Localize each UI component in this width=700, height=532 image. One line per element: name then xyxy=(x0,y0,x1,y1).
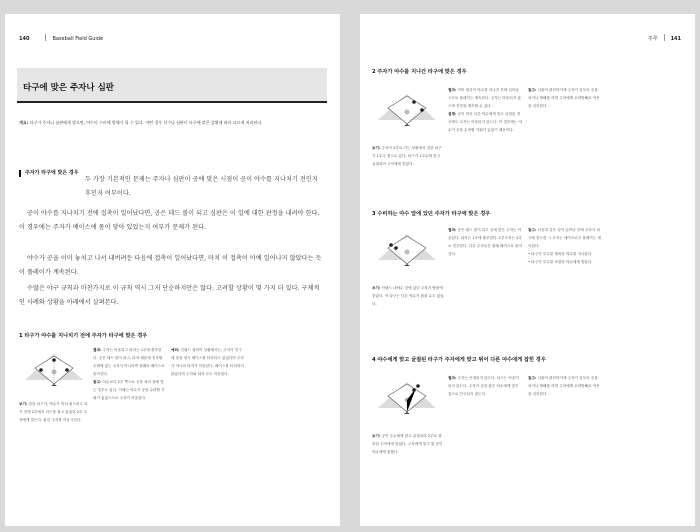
paragraph-1: 두 가장 기본적인 문제는 주자나 심판이 공에 맞은 시점이 공이 야수를 지나치기 전인지 후인지 여부이다. xyxy=(85,176,318,197)
baseball-diagram-1 xyxy=(21,346,87,394)
caption-3-text: 인필드 내야수 앞에 있던 주자가 땅볼에 맞았다. 이 타구는 다른 야수가 잡을 수도 있었다. xyxy=(372,286,444,306)
bullet-text: 타구가 투수를 포함한 야수에게 맞았다. xyxy=(531,260,593,264)
section-1-col-3 xyxy=(171,346,245,378)
section-3-col-2-label: 결과: xyxy=(448,228,457,232)
caption-2 xyxy=(372,144,444,168)
section-4-col-3 xyxy=(528,374,602,398)
caption-4-label: 보기: xyxy=(372,434,381,438)
running-title-right: 주루 xyxy=(647,36,658,42)
divider xyxy=(664,34,665,41)
section-2-col-3-text: 심판이 판단하기에 주자가 일부러 공을 차거나 방해를 하면 주자에게 수비방해로 아웃을 선언한다. xyxy=(528,88,600,108)
page-number-left: 140 xyxy=(19,36,30,42)
section-3-col-2 xyxy=(448,226,522,258)
chapter-title: 타구에 맞은 주자나 심판 xyxy=(23,83,114,93)
section-1-col-2-label-b: 참고: xyxy=(93,380,102,384)
section-3-col-3-label: 참고: xyxy=(528,228,537,232)
bullet-text: 타구가 투수를 제외한 야수를 지나갔다. xyxy=(531,252,593,256)
baseball-diagram-2 xyxy=(374,86,440,134)
bullet-item: • 타구가 투수를 포함한 야수에게 맞았다. xyxy=(528,260,593,264)
section-2-col-2 xyxy=(448,86,522,134)
right-page xyxy=(360,14,695,526)
caption-1-label: 보기: xyxy=(19,402,28,406)
running-head-left xyxy=(19,34,103,42)
section-3-col-3 xyxy=(528,226,602,266)
summary-text: 타구가 주자나 심판에게 맞으면, 야수의 수비에 방해가 될 수 있다. 어떤 경우 선수나 심판이 타구에 맞은 상황에 따라 다르게 처리된다. xyxy=(29,120,263,125)
section-2-col-2-label-b: 설명: xyxy=(448,112,457,116)
section-4-col-2-label: 결과: xyxy=(448,376,457,380)
section-3-col-3-text: 다음과 같은 일이 일어난 후에 주자가 타구에 맞으면 그 주자는 세이프되고 플레이는 계속된다. xyxy=(528,228,601,248)
section-2-heading: 2 주자가 야수를 지나간 타구에 맞은 경우 xyxy=(372,69,467,75)
section-4-col-3-label: 참고: xyxy=(528,376,537,380)
paragraph-4: 수많은 야구 규칙과 마찬가지로 이 규칙 역시 그저 단순하지만은 않다. 고려할 상황이 몇 가지 더 있다. 구체적인 사례와 상황을 아래에서 살펴본다. xyxy=(19,285,320,306)
side-heading: 주자가 타구에 맞은 경우 xyxy=(19,170,85,177)
running-head-right xyxy=(648,34,681,42)
section-1-col-2-label: 결과: xyxy=(93,348,102,352)
caption-4-text: 공이 투수에게 맞고 굴절되어 2루로 향하던 주자에게 맞았다. 주자에게 맞고 튄 공이 야수에게 잡혔다. xyxy=(372,434,443,454)
paragraph-2: 공이 야수를 지나치기 전에 접촉이 일어났다면, 공은 데드 볼이 되고 심판은 이 일에 대한 판정을 내려야 한다. 이 경우에는 주자가 베이스에 몸이 닿아 있었는지 여부가 문제가 된다. xyxy=(19,210,320,231)
section-1-col-2-text-b: 야수보다 2루 쪽으로 공을 쳐서 몸에 맞는 경우도 있다. 이때는 야수가 공을 수비할 기회가 없었으므로 주자가 아웃된다. xyxy=(93,380,165,400)
section-2-col-2-text: 이미 접촉이 야수를 지나간 후에 일어났으므로 플레이는 계속된다. 주자는 아웃되지 않으며 진루를 계속할 수 있다. xyxy=(448,88,521,108)
chapter-title-box xyxy=(17,68,327,103)
section-1-col-3-label: 예외: xyxy=(171,348,180,352)
section-1-col-2-text: 주자는 아웃되고 타자는 1루에 출루한다. 공은 데드 볼이 되고, 타자 때문에 진루할 수밖에 없는 주자가 아니라면 원래의 베이스로 돌아간다. xyxy=(93,348,165,376)
section-4-heading: 4 야수에게 맞고 굴절된 타구가 주자에게 맞고 튀어 다른 야수에게 잡힌 경우 xyxy=(372,357,546,363)
section-3-col-2-text: 공은 데드 볼이 되고 공에 맞은 주자는 아웃된다. 타자는 1루에 출루한다. 1루주자는 2루로 진루한다. 다른 주자들은 원래 베이스로 돌아간다. xyxy=(448,228,522,256)
section-4-col-3-text: 심판이 판단하기에 주자가 일부러 공을 차거나 방해를 하면 주자에게 수비방해로 아웃을 선언한다. xyxy=(528,376,600,396)
section-4-col-2 xyxy=(448,374,522,398)
section-2-col-3 xyxy=(528,86,602,110)
caption-3 xyxy=(372,284,444,308)
paragraph-3: 야수가 공을 이미 놓치고 나서 내버려둔 다음에 접촉이 일어났다면, 마치 이 접촉이 아예 일어나지 않았다는 듯이 플레이가 계속된다. xyxy=(19,255,322,276)
section-1-col-3-text: 인필드 플라이 상황에서는, 주자가 인구에 맞을 당시 베이스를 터치하고 있었다면 주자가 아니라 타자가 아웃된다. 베이스를 터치하지 않았다면 주자와 타자 모두 아웃된다. xyxy=(171,348,244,376)
section-1-heading: 1 타구가 야수를 지나치기 전에 주자가 타구에 맞은 경우 xyxy=(19,333,148,339)
page-number-right: 141 xyxy=(670,36,681,42)
bullet-item: • 타구가 투수를 제외한 야수를 지나갔다. xyxy=(528,252,593,256)
baseball-diagram-3 xyxy=(374,226,440,274)
divider xyxy=(45,34,46,41)
left-page xyxy=(5,14,340,526)
caption-2-text: 주자가 2루로 가는 상황에서 강한 타구가 1루수 옆으로 갔다. 타구가 1루수에 맞고 굴절되어 주자에게 맞았다. xyxy=(372,146,442,166)
caption-3-label: 보기: xyxy=(372,286,381,290)
caption-1-text: 강한 타구가, 야수가 미처 잡으려고 하기 전에 2루에서 리드를 잡고 있었던 2루 주자에게 맞는다. 잡힌 주자를 아웃시킨다. xyxy=(19,402,88,422)
section-2-col-2-label: 결과: xyxy=(448,88,457,92)
caption-2-label: 보기: xyxy=(372,146,381,150)
baseball-diagram-4 xyxy=(374,374,440,422)
section-1-col-2 xyxy=(93,346,165,402)
section-4-col-2-text: 주자는 인정되지 않는다. 타구는 아웃이 되지 않는다. 주자가 공을 잡은 야수에게 맞은 것으로 간주되지 않는다. xyxy=(448,376,519,396)
caption-4 xyxy=(372,432,444,456)
section-2-col-3-label: 참고: xyxy=(528,88,537,92)
section-3-heading: 3 수비하는 야수 앞에 있던 주자가 타구에 맞은 경우 xyxy=(372,211,491,217)
running-title-left: Baseball Field Guide xyxy=(52,36,104,42)
section-2-col-2-text-b: 공이 먼저 다른 야수에게 맞고 굴절된 경우에도 주자는 아웃되지 않는다. 이 경우에는 야수가 공을 수비할 기회가 있었기 때문이다. xyxy=(448,112,522,132)
summary xyxy=(19,117,323,128)
summary-label: 개요: xyxy=(19,120,29,125)
caption-1 xyxy=(19,400,89,424)
